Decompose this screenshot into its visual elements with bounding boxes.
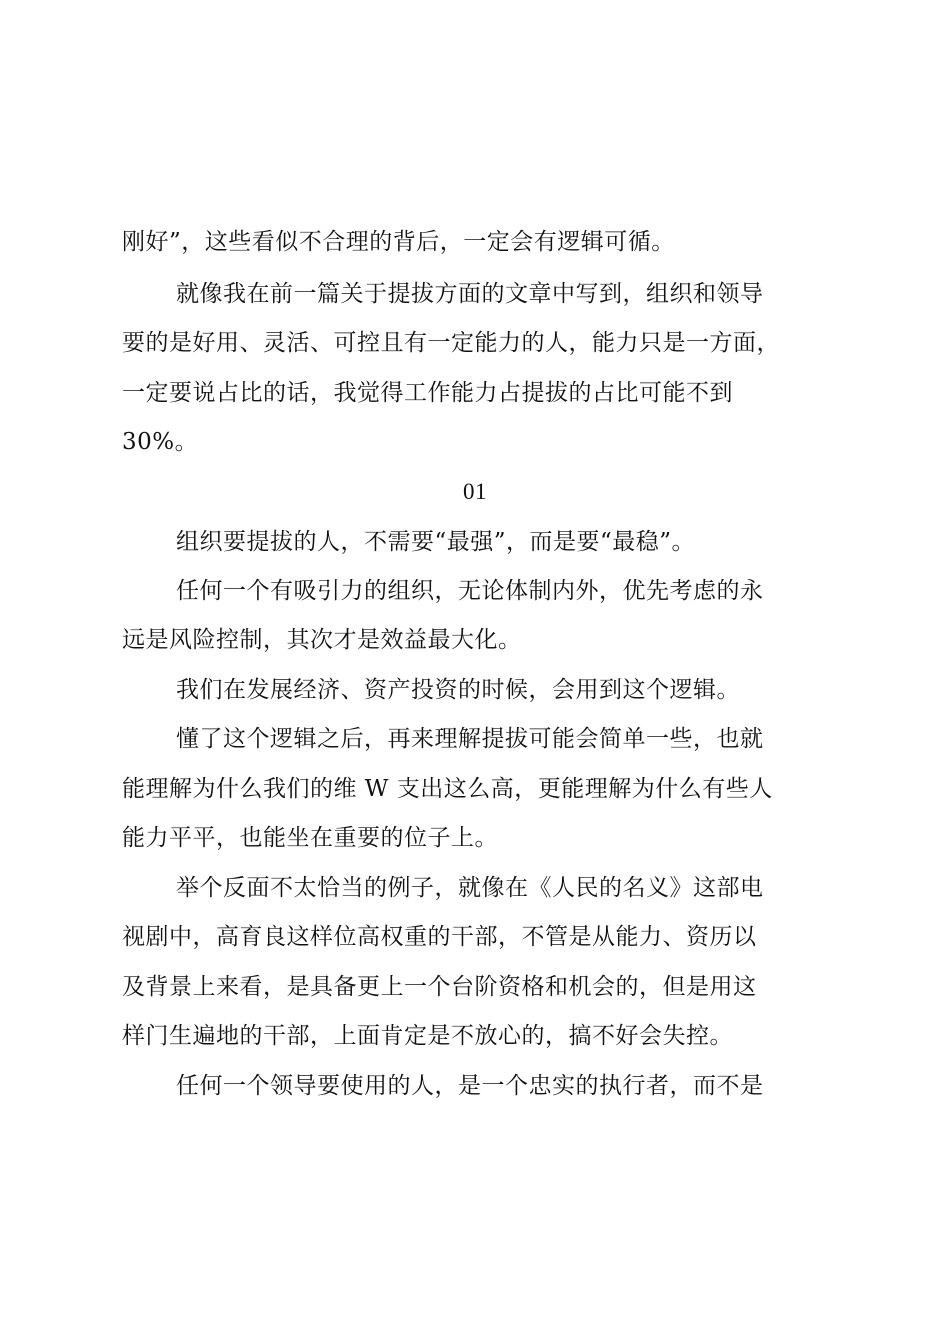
text-line: 能力平平，也能坐在重要的位子上。 [122,825,498,851]
text-line: 远是风险控制，其次才是效益最大化。 [122,627,522,653]
paragraph-start-line: 举个反面不太恰当的例子，就像在《人民的名义》这部电 [176,875,764,901]
section-number: 01 [463,479,487,504]
text-line: 视剧中，高育良这样位高权重的干部，不管是从能力、资历以 [122,924,757,950]
paragraph-start-line: 任何一个领导要使用的人，是一个忠实的执行者，而不是 [176,1073,764,1099]
paragraph-start-line: 我们在发展经济、资产投资的时候，会用到这个逻辑。 [176,677,740,703]
text-line: 一定要说占比的话，我觉得工作能力占提拔的占比可能不到 [122,380,733,406]
paragraph-start-line: 组织要提拔的人，不需要“最强”，而是要“最稳”。 [176,529,696,555]
paragraph-start-line: 懂了这个逻辑之后，再来理解提拔可能会简单一些，也就 [176,726,764,752]
text-line: 能理解为什么我们的维 W 支出这么高，更能理解为什么有些人 [122,776,773,802]
text-line: 及背景上来看，是具备更上一个台阶资格和机会的，但是用这 [122,974,757,1000]
paragraph-start-line: 就像我在前一篇关于提拔方面的文章中写到，组织和领导 [176,281,764,307]
text-line: 样门生遍地的干部，上面肯定是不放心的，搞不好会失控。 [122,1023,733,1049]
text-line: 刚好”，这些看似不合理的背后，一定会有逻辑可循。 [122,229,675,255]
text-line: 要的是好用、灵活、可控且有一定能力的人，能力只是一方面， [122,330,780,356]
paragraph-start-line: 任何一个有吸引力的组织，无论体制内外，优先考虑的永 [176,578,764,604]
text-line: 30%。 [122,429,199,455]
